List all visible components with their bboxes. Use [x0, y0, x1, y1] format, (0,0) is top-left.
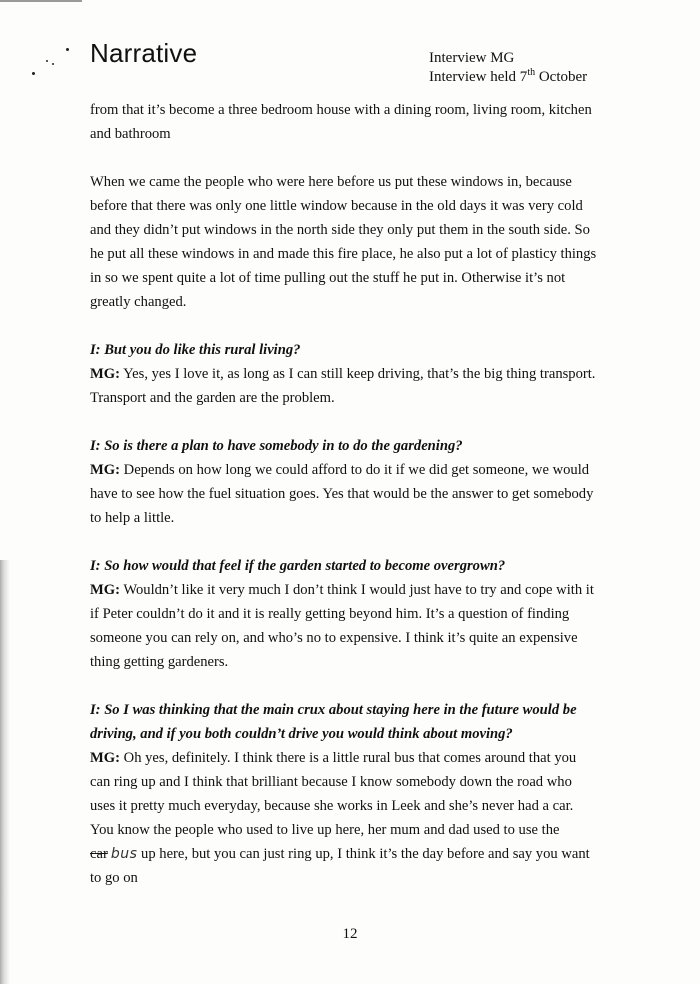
respondent-answer [90, 458, 600, 530]
interview-date-ordinal: th [527, 67, 536, 78]
respondent-answer [90, 578, 600, 674]
narrative-paragraph: When we came the people who were here before us put these windows in, because before that there was only one little window because in the old days it was very cold and they didn’t put windows in the north side they only put them in the south side. So he put all these windows in and made this fire place, he also put a lot of plasticy things in so we spent quite a lot of time pulling out the stuff he put in. Otherwise it’s not greatly changed. [90, 174, 597, 310]
scan-speck [46, 60, 48, 62]
interview-label: Interview MG [429, 50, 515, 66]
answer-text: Wouldn’t like it very much I don’t think I would just have to try and cope with it if Peter couldn’t do it and it is really getting beyond him. It’s a question of finding someone you can rely on, and who’s no to expensive. I think it’s quite an expensive thing getting gardeners. [90, 582, 594, 670]
respondent-answer [90, 746, 600, 890]
interviewer-question: I: So I was thinking that the main crux about staying here in the future would be driving, and if you both couldn’t drive you would think about moving? [90, 702, 577, 742]
interview-meta [429, 49, 587, 87]
answer-text: Yes, yes I love it, as long as I can still keep driving, that’s the big thing transport. Transport and the garden are the problem. [90, 366, 596, 406]
answer-text: Depends on how long we could afford to do it if we did get someone, we would have to see how the fuel situation goes. Yes that would be the answer to get somebody to help a little. [90, 462, 594, 526]
interviewer-question: I: So is there a plan to have somebody in to do the gardening? [90, 438, 463, 454]
answer-text-continued: up here, but you can just ring up, I think it’s the day before and say you want to go on [90, 846, 590, 886]
interview-date-month: October [535, 69, 588, 85]
transcript-body [90, 98, 600, 914]
scan-speck [32, 72, 35, 75]
speaker-label: MG: [90, 366, 120, 382]
scan-edge-shadow [0, 560, 10, 984]
speaker-label: MG: [90, 750, 120, 766]
document-title: Narrative [90, 38, 198, 68]
speaker-label: MG: [90, 462, 120, 478]
speaker-label: MG: [90, 582, 120, 598]
interviewer-question: I: So how would that feel if the garden started to become overgrown? [90, 558, 506, 574]
scan-speck [66, 48, 69, 51]
scan-edge-rule [0, 0, 82, 2]
struck-out-word: car [90, 846, 108, 862]
page-number: 12 [342, 926, 358, 942]
answer-text: Oh yes, definitely. I think there is a little rural bus that comes around that you can ring up and I think that brilliant because I know somebody down the road who uses it pretty much everyday, because she works in Leek and she’s never had a car. You know the people who used to live up here, her mum and dad used to use the [90, 750, 577, 838]
respondent-answer [90, 362, 600, 410]
interview-date-prefix: Interview held 7 [429, 69, 528, 85]
interviewer-question: I: But you do like this rural living? [90, 342, 301, 358]
scan-speck [52, 63, 54, 65]
interview-date [429, 68, 587, 87]
narrative-paragraph: from that it’s become a three bedroom house with a dining room, living room, kitchen and bathroom [90, 102, 592, 142]
handwritten-correction: bus [110, 846, 138, 862]
